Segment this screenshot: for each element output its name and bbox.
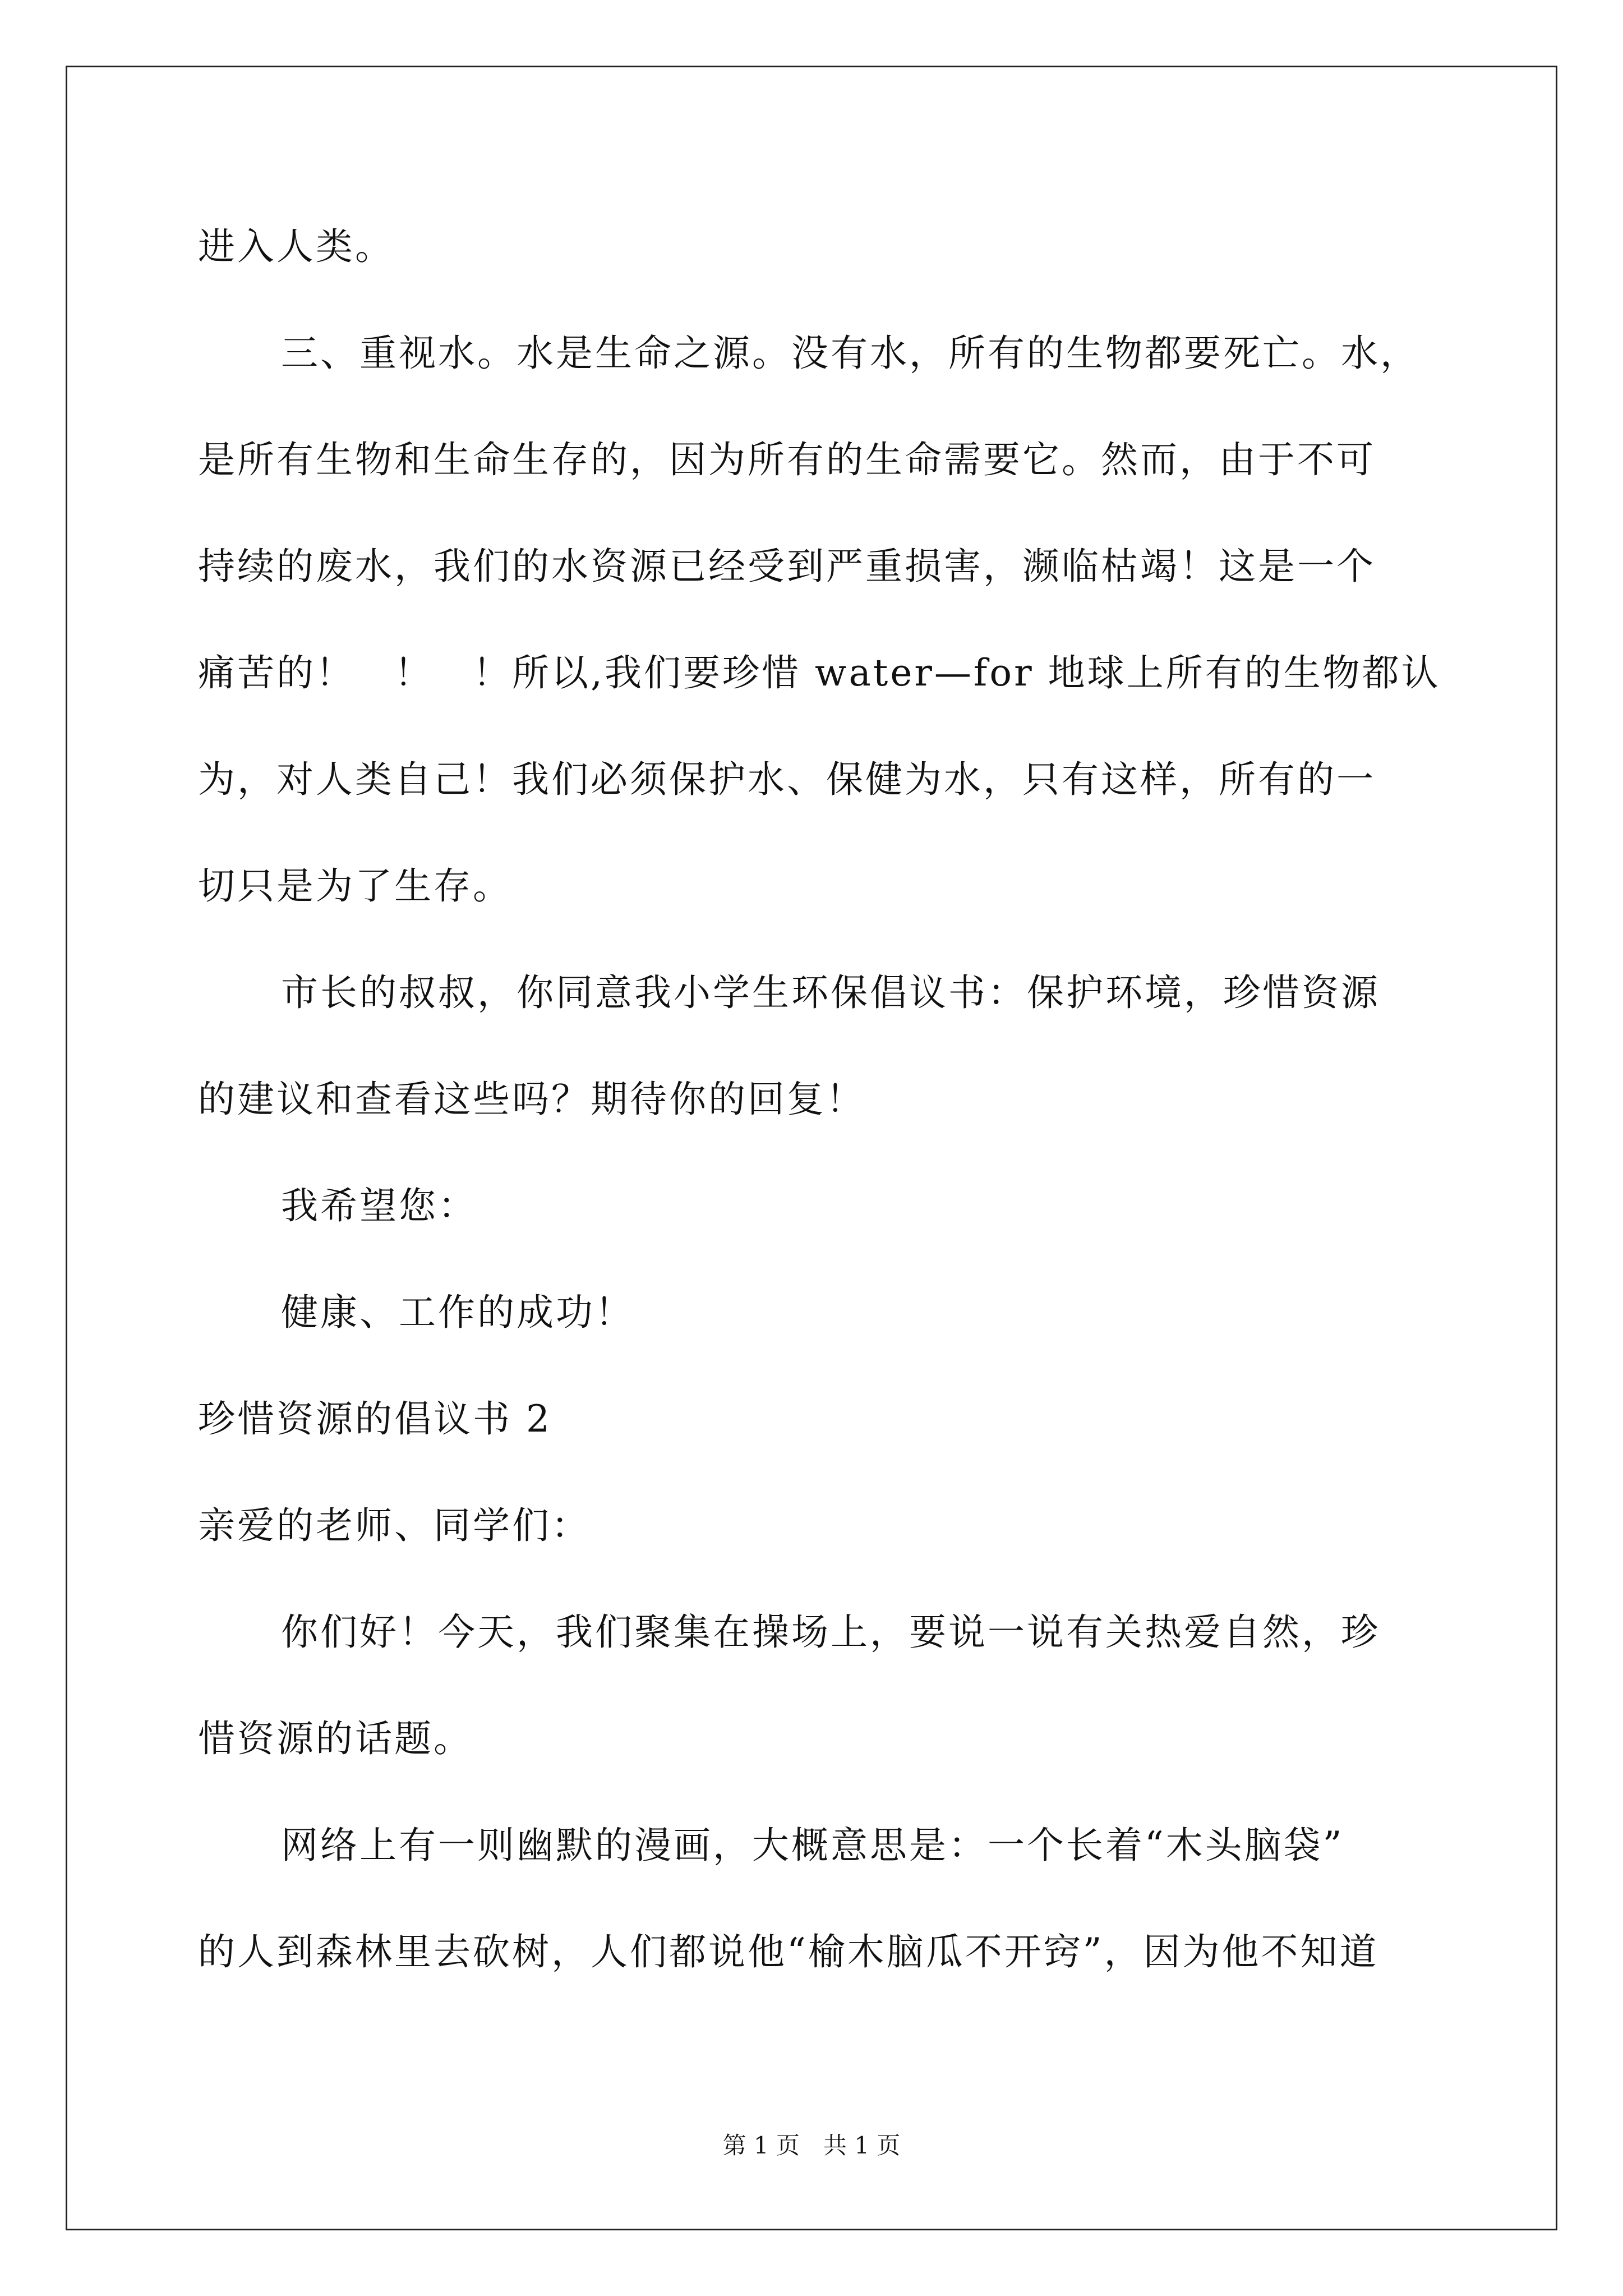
salutation: 亲爱的老师、同学们： xyxy=(198,1504,591,1547)
page-frame xyxy=(66,66,1557,2230)
text-line: 切只是为了生存。 xyxy=(198,864,512,908)
text-line: 痛苦的！ ！ ！所以,我们要珍惜 water—for 地球上所有的生物都认 xyxy=(198,651,1441,694)
text-line: 的人到森林里去砍树，人们都说他“榆木脑瓜不开窍”，因为他不知道 xyxy=(198,1930,1379,1973)
text-line: 健康、工作的成功！ xyxy=(281,1291,634,1334)
text-line: 三、重视水。水是生命之源。没有水，所有的生物都要死亡。水， xyxy=(281,332,1419,375)
text-line: 持续的废水，我们的水资源已经受到严重损害，濒临枯竭！这是一个 xyxy=(198,545,1376,588)
text-line: 是所有生物和生命生存的，因为所有的生命需要它。然而，由于不可 xyxy=(198,438,1376,481)
text-line: 惜资源的话题。 xyxy=(198,1717,473,1760)
text-line: 我希望您： xyxy=(281,1184,477,1227)
text-line: 的建议和查看这些吗？期待你的回复！ xyxy=(198,1078,865,1121)
text-line: 市长的叔叔，你同意我小学生环保倡议书：保护环境，珍惜资源 xyxy=(281,971,1380,1014)
text-line: 为，对人类自己！我们必须保护水、保健为水，只有这样，所有的一 xyxy=(198,758,1376,801)
text-line: 网络上有一则幽默的漫画，大概意思是：一个长着“木头脑袋” xyxy=(281,1824,1344,1867)
page-footer: 第 1 页 共 1 页 xyxy=(722,2132,901,2159)
text-line: 进入人类。 xyxy=(198,225,394,268)
text-line: 你们好！今天，我们聚集在操场上，要说一说有关热爱自然，珍 xyxy=(281,1611,1380,1654)
section-heading: 珍惜资源的倡议书 2 xyxy=(198,1397,552,1441)
